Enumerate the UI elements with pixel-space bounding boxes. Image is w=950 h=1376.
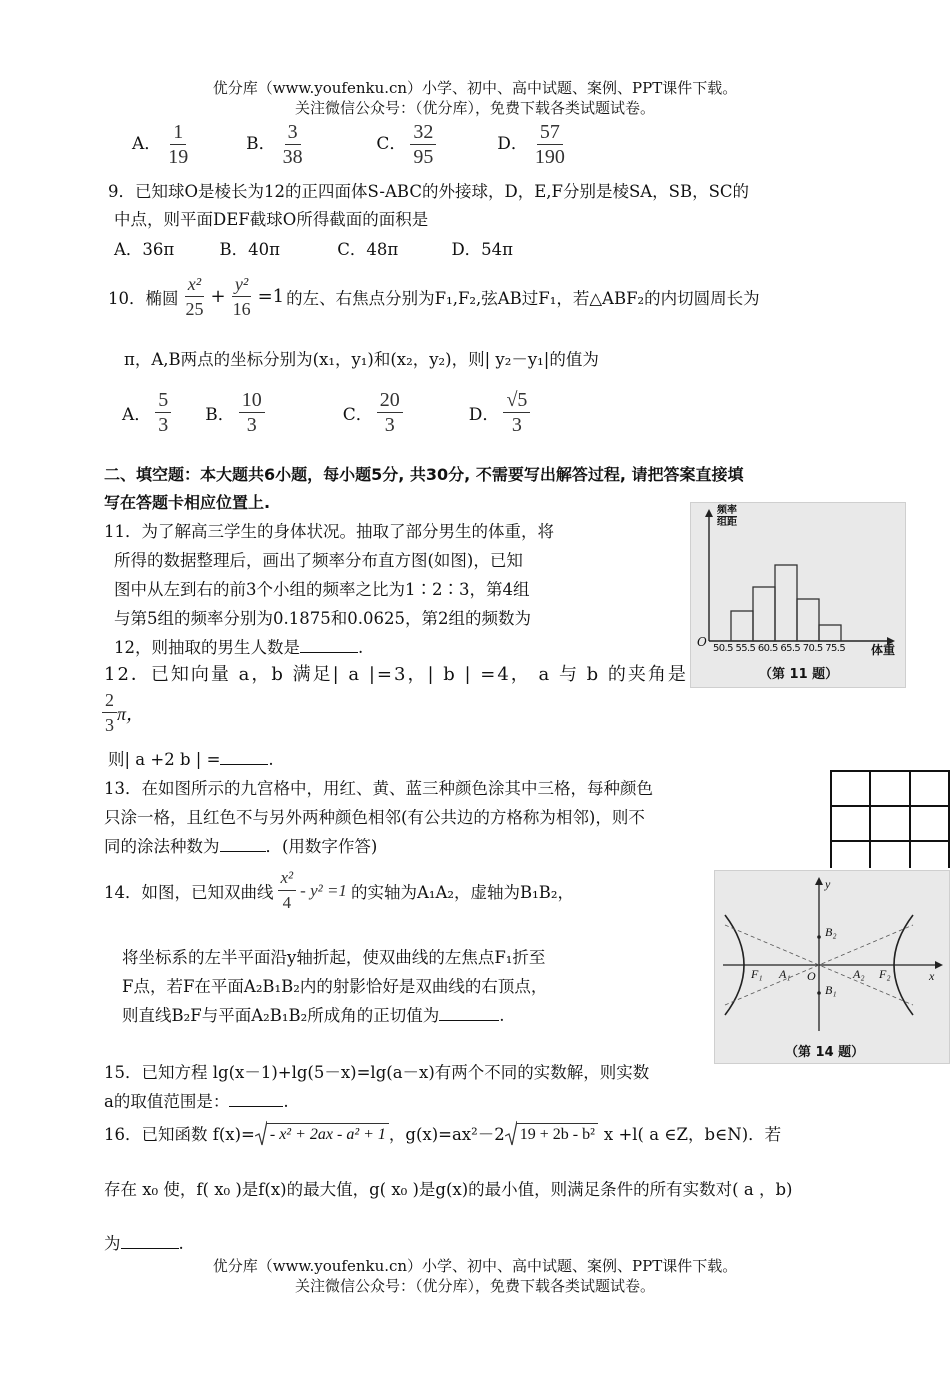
- q14-fig-x: x: [929, 969, 935, 983]
- grid-cell: [831, 806, 870, 841]
- q14-line-3: F点，若F在平面A₂B₁B₂内的射影恰好是双曲线的右顶点，: [122, 977, 548, 996]
- q14-fig-y: y: [825, 877, 831, 891]
- q14-line-2: 将坐标系的左半平面沿y轴折起，使双曲线的左焦点F₁折至: [122, 948, 546, 967]
- grid-cell: [870, 806, 909, 841]
- grid-cell: [831, 841, 870, 868]
- header-line-1: 优分库（www.youfenku.cn）小学、初中、高中试题、案例、PPT课件下载。: [212, 79, 738, 97]
- q11-bar-5: [819, 625, 841, 641]
- q14-fig-caption: （第 14 题）: [785, 1045, 865, 1060]
- grid-cell: [910, 806, 949, 841]
- q11-answer-blank[interactable]: [300, 638, 358, 653]
- q9-option-b: B．40π: [219, 240, 280, 259]
- q12-line-1: 12．已知向量 a，b 满足| a |=3，| b | =4， a 与 b 的夹角是: [104, 664, 688, 685]
- section-2-title: 二、填空题：本大题共6小题，每小题5分, 共30分, 不需要写出解答过程, 请把答案直接填: [104, 465, 744, 484]
- q9-options: [114, 236, 513, 260]
- footer-line-1: 优分库（www.youfenku.cn）小学、初中、高中试题、案例、PPT课件下载。: [212, 1257, 738, 1275]
- section-2-title-cont: 写在答题卡相应位置上.: [104, 493, 271, 512]
- q10-line-1: 10．椭圆 $\frac{\text{x²}}{25}$ + $\frac{\text{y²}}{16}$ =1 的左、右焦点分别为F₁,F₂,弦AB过F₁，若△ABF₂的内切圆周长为: [108, 274, 760, 319]
- q12-line-3: 则| a +2 b | = .: [108, 750, 274, 769]
- grid-cell: [831, 771, 870, 806]
- grid-cell: [870, 771, 909, 806]
- q14-hyperbola-figure: [714, 870, 950, 1064]
- q16-radical-2: 19 + 2b - b²: [505, 1120, 598, 1146]
- q14-fig-b1: B₁: [825, 983, 837, 997]
- q14-fig-a2: A₂: [853, 967, 865, 981]
- q11-histogram: [691, 503, 905, 687]
- q14-fig-f2: F₂: [879, 967, 891, 981]
- q14-answer-blank[interactable]: [439, 1006, 499, 1021]
- q11-fig-ticks: 50.5 55.5 60.5 65.5 70.5 75.5: [713, 643, 846, 654]
- q8-option-b: B． $\frac{3}{38}$: [246, 121, 303, 168]
- q9-option-d: D．54π: [451, 240, 514, 259]
- q11-bar-2: [753, 587, 775, 641]
- q13-line-1: 13．在如图所示的九宫格中，用红、黄、蓝三种颜色涂其中三格，每种颜色: [104, 779, 653, 798]
- q9-line-1: 9．已知球O是棱长为12的正四面体S-ABC的外接球，D，E,F分别是棱SA，SB，SC的: [108, 182, 750, 201]
- q16-line-1: 16．已知函数 f(x)= - x² + 2ax - a² + 1 ，g(x)=ax²－2 19 + 2b - b² x +l( a ∈Z，b∈N)．若: [104, 1120, 781, 1146]
- q13-line-3: 同的涂法种数为 ．(用数字作答): [104, 837, 378, 856]
- q8-options: [132, 120, 572, 169]
- q14-fig-b2: B₂: [825, 925, 837, 939]
- q11-histogram-figure: [690, 502, 906, 688]
- q11-line-1: 11．为了解高三学生的身体状况。抽取了部分男生的体重，将: [104, 522, 554, 541]
- q10-options: A． $\frac{5}{3}$ B． $\frac{10}{3}$ C． $\frac{20}{3}$ D． $\frac{√5}{3}$: [122, 388, 534, 437]
- q13-answer-blank[interactable]: [220, 837, 266, 852]
- q11-line-4: 与第5组的频率分别为0.1875和0.0625，第2组的频数为: [114, 609, 531, 628]
- q8-option-a: A． $\frac{1}{19}$: [132, 121, 189, 168]
- q16-line-3: 为 .: [104, 1234, 184, 1253]
- q9-line-2: 中点，则平面DEF截球O所得截面的面积是: [114, 210, 429, 229]
- q12-answer-blank[interactable]: [220, 750, 268, 765]
- q11-fig-xlabel: 体重: [871, 643, 896, 657]
- q8-option-d: D． $\frac{57}{190}$: [497, 121, 565, 168]
- q16-line-2: 存在 x₀ 使，f( x₀ )是f(x)的最大值，g( x₀ )是g(x)的最小值，则满足条件的所有实数对( a ，b): [104, 1180, 793, 1199]
- q11-fig-origin: O: [697, 635, 707, 649]
- q15-answer-blank[interactable]: [229, 1092, 283, 1107]
- grid-cell: [910, 771, 949, 806]
- q11-line-5: 12，则抽取的男生人数是 .: [114, 638, 364, 657]
- q16-answer-blank[interactable]: [121, 1234, 179, 1249]
- q11-line-2: 所得的数据整理后，画出了频率分布直方图(如图)，已知: [114, 551, 523, 570]
- q13-line-2: 只涂一格，且红色不与另外两种颜色相邻(有公共边的方格称为相邻)，则不: [104, 808, 645, 827]
- q11-bar-1: [731, 611, 753, 641]
- q12-line-2: $\frac{2}{3}$ π，: [102, 688, 144, 737]
- q11-bar-4: [797, 599, 819, 641]
- q9-option-c: C．48π: [337, 240, 399, 259]
- q8-option-c: C． $\frac{32}{95}$: [376, 134, 440, 154]
- q11-fig-caption: （第 11 题）: [759, 667, 839, 682]
- q11-fig-ylabel: 频率 组距: [717, 505, 737, 528]
- q11-line-3: 图中从左到右的前3个小组的频率之比为1∶2∶3，第4组: [114, 580, 530, 599]
- q10-line-2: π，A,B两点的坐标分别为(x₁，y₁)和(x₂，y₂)，则| y₂－y₁|的值为: [124, 350, 599, 369]
- q14-fig-o: O: [807, 969, 816, 983]
- q9-option-a: A．36π: [114, 240, 175, 259]
- grid-cell: [910, 841, 949, 868]
- q14-line-1: 14．如图，已知双曲线 $\frac{\text{x²}}{4}$ - y² =1 的实轴为A₁A₂，虚轴为B₁B₂，: [104, 868, 574, 912]
- q14-line-4: 则直线B₂F与平面A₂B₁B₂所成角的正切值为 .: [122, 1006, 505, 1025]
- q11-bar-3: [775, 565, 797, 641]
- q15-line-2: a的取值范围是： .: [104, 1092, 289, 1111]
- header-line-2: 关注微信公众号：（优分库），免费下载各类试题试卷。: [294, 99, 655, 117]
- q16-radical-1: - x² + 2ax - a² + 1: [255, 1120, 389, 1146]
- q13-nine-grid: [830, 770, 950, 868]
- q15-line-1: 15．已知方程 lg(x－1)+lg(5－x)=lg(a－x)有两个不同的实数解，则实数: [104, 1063, 650, 1082]
- q14-fig-a1: A₁: [779, 967, 791, 981]
- footer-line-2: 关注微信公众号：（优分库），免费下载各类试题试卷。: [294, 1277, 655, 1295]
- q14-fig-f1: F₁: [751, 967, 763, 981]
- grid-cell: [870, 841, 909, 868]
